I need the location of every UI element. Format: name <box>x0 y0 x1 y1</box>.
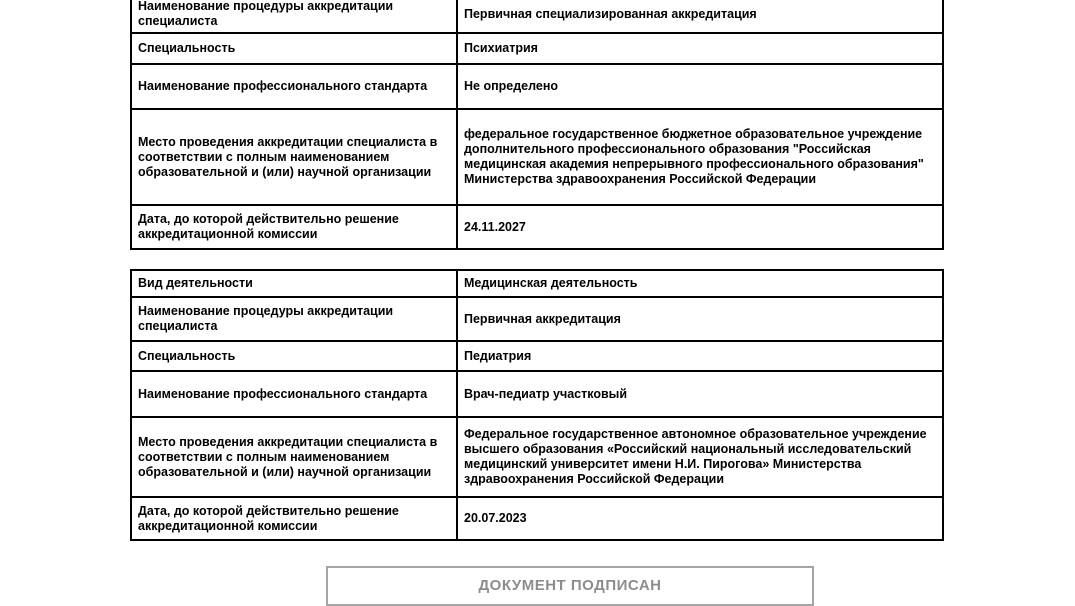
table-row <box>131 109 943 205</box>
table-row <box>131 33 943 64</box>
row-label: Наименование процедуры аккредитации специалиста <box>131 0 457 33</box>
table-row <box>131 297 943 341</box>
row-value: федеральное государственное бюджетное образовательное учреждение дополнительного профессионального образования "Российская медицинская академия непрерывного профессионального образования" Министерства здравоохранения Российской Федерации <box>457 109 943 205</box>
row-label: Наименование процедуры аккредитации специалиста <box>131 297 457 341</box>
row-value: Педиатрия <box>457 341 943 371</box>
row-label: Дата, до которой действительно решение аккредитационной комиссии <box>131 205 457 249</box>
table-row <box>131 417 943 497</box>
table-row <box>131 205 943 249</box>
table-row <box>131 497 943 540</box>
row-value: Первичная аккредитация <box>457 297 943 341</box>
row-value: Не определено <box>457 64 943 109</box>
accreditation-table-psychiatry <box>130 0 944 250</box>
row-value: Первичная специализированная аккредитация <box>457 0 943 33</box>
row-label: Наименование профессионального стандарта <box>131 371 457 417</box>
row-value: Федеральное государственное автономное образовательное учреждение высшего образования «Российский национальный исследовательский медицинский университет имени Н.И. Пирогова» Министерства здравоохранения Российской Федерации <box>457 417 943 497</box>
row-label: Место проведения аккредитации специалиста в соответствии с полным наименованием образовательной и (или) научной организации <box>131 109 457 205</box>
row-label: Наименование профессионального стандарта <box>131 64 457 109</box>
table-row <box>131 371 943 417</box>
row-value: 20.07.2023 <box>457 497 943 540</box>
table-row <box>131 341 943 371</box>
row-value: Медицинская деятельность <box>457 270 943 297</box>
row-label: Специальность <box>131 33 457 64</box>
table-row <box>131 64 943 109</box>
signature-stamp <box>326 566 814 606</box>
row-value: Врач-педиатр участковый <box>457 371 943 417</box>
accreditation-table-pediatrics <box>130 269 944 541</box>
row-value: 24.11.2027 <box>457 205 943 249</box>
row-label: Специальность <box>131 341 457 371</box>
row-label: Дата, до которой действительно решение аккредитационной комиссии <box>131 497 457 540</box>
row-label: Место проведения аккредитации специалиста в соответствии с полным наименованием образовательной и (или) научной организации <box>131 417 457 497</box>
row-value: Психиатрия <box>457 33 943 64</box>
table-row <box>131 270 943 297</box>
row-label: Вид деятельности <box>131 270 457 297</box>
stamp-title: ДОКУМЕНТ ПОДПИСАН <box>478 577 662 594</box>
table-row <box>131 0 943 33</box>
